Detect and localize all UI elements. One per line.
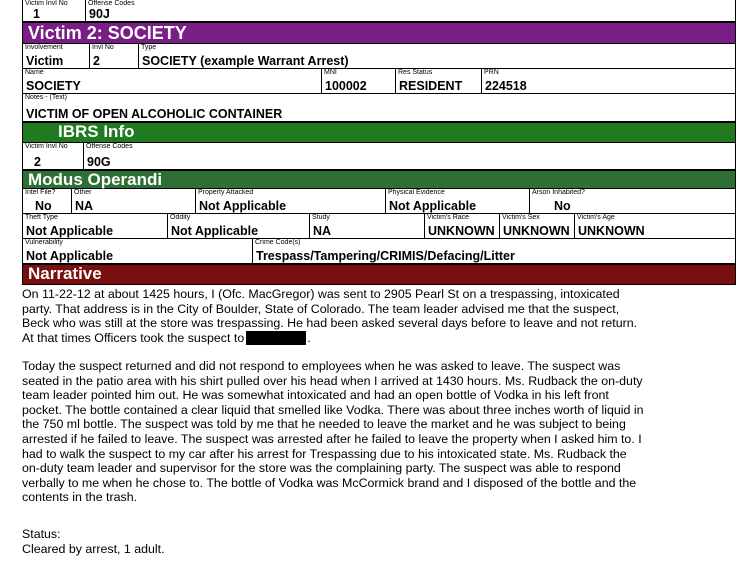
field-label: Victim's Race — [427, 214, 470, 221]
name-field — [22, 69, 321, 94]
field-value: 1 — [33, 7, 40, 21]
property-attacked-field — [195, 189, 385, 214]
field-value: RESIDENT — [399, 79, 463, 93]
mni-field — [321, 69, 395, 94]
field-label: Victim Invl No — [25, 0, 68, 7]
narrative-section-header: Narrative — [22, 264, 736, 285]
field-label: Study — [312, 214, 330, 221]
field-value: Not Applicable — [199, 199, 287, 213]
field-value: VICTIM OF OPEN ALCOHOLIC CONTAINER — [26, 107, 283, 121]
prn-field — [481, 69, 736, 94]
field-value: UNKNOWN — [578, 224, 645, 238]
field-value: Trespass/Tampering/CRIMIS/Defacing/Litter — [256, 249, 515, 263]
involvement-field — [22, 44, 89, 69]
narrative-paragraph-2: Today the suspect returned and did not respond to employees when he was asked to leave. The suspect was seated in the patio area with his shirt pulled over his head when I arrived at 1430 hours. Ms. Rudback the on-duty team leader pointed him out. He was somewhat intoxicated and had an open bottle of Vodka in his left front pocket. The bottle contained a clear liquid that smelled like Vodka. There was about three inches worth of liquid in the 750 ml bottle. The suspect was told by me that he needed to leave the market and he was subject to being arrested if he failed to leave. The suspect was arrested after he failed to leave the property when I asked him to. I had to walk the suspect to my car after his arrest for Trespassing due to his intoxicated state. Ms. Rudback the on-duty team leader and supervisor for the store was the complaining party. The suspect was able to respond verbally to me when he chose to. The bottle of Vodka was McCormick brand and I disposed of the bottle and the contents in the trash. — [22, 359, 644, 505]
field-label: MNI — [324, 69, 337, 76]
field-value: No — [554, 199, 571, 213]
field-label: PRN — [484, 69, 499, 76]
oddity-field — [167, 214, 309, 239]
field-label: Property Attacked — [198, 189, 254, 196]
field-value: 90J — [89, 7, 110, 21]
vulnerability-field — [22, 239, 252, 264]
top-victim-invl-no — [22, 0, 85, 22]
top-offense-codes — [85, 0, 736, 22]
field-value: NA — [313, 224, 332, 238]
field-label: Victim's Sex — [502, 214, 540, 221]
field-value: Victim — [26, 54, 64, 68]
field-label: Victim's Age — [577, 214, 615, 221]
ibrs-offense-codes — [83, 143, 736, 170]
res-status-field — [395, 69, 481, 94]
field-label: Offense Codes — [88, 0, 135, 7]
crime-codes-field — [252, 239, 736, 264]
field-value: SOCIETY — [26, 79, 81, 93]
field-value: No — [35, 199, 52, 213]
field-value: Not Applicable — [171, 224, 259, 238]
type-field — [138, 44, 378, 69]
physical-evidence-field — [385, 189, 529, 214]
field-label: Intel File? — [25, 189, 56, 196]
field-label: Theft Type — [25, 214, 58, 221]
theft-type-field — [22, 214, 167, 239]
notes-field — [22, 94, 736, 122]
status-label: Status: — [22, 527, 61, 541]
field-label: Oddity — [170, 214, 191, 221]
field-value: 224518 — [485, 79, 527, 93]
narrative-text: On 11-22-12 at about 1425 hours, I (Ofc. MacGregor) was sent to 2905 Pearl St on a trespassing, intoxicated party. That address is in the City of Boulder, State of Colorado. The team leader advised me that the suspect, Beck who was still at the store was trespassing. He had been asked several days before to leave and not return. At that times Officers took the suspect to — [22, 287, 638, 345]
field-value: 100002 — [325, 79, 367, 93]
field-label: Arson Inhabited? — [532, 189, 585, 196]
field-value: UNKNOWN — [503, 224, 570, 238]
narrative-paragraph-1 — [22, 287, 738, 345]
victims-sex-field — [499, 214, 574, 239]
field-label: Involvement — [25, 44, 63, 51]
field-label: Vulnerability — [25, 239, 63, 246]
field-value: Not Applicable — [26, 224, 114, 238]
intel-file-field — [22, 189, 71, 214]
narrative-text-end: . — [307, 330, 311, 345]
field-value: 2 — [93, 54, 100, 68]
field-label: Crime Code(s) — [255, 239, 301, 246]
field-value: UNKNOWN — [428, 224, 495, 238]
field-label: Other — [74, 189, 92, 196]
field-value: 2 — [34, 155, 41, 169]
invl-no-field — [89, 44, 138, 69]
field-value: Not Applicable — [389, 199, 477, 213]
field-label: Invl No — [92, 44, 114, 51]
field-value: 90G — [87, 155, 111, 169]
field-value: NA — [75, 199, 94, 213]
victim2-section-header: Victim 2: SOCIETY — [22, 22, 736, 44]
field-label: Physical Evidence — [388, 189, 445, 196]
ibrs-section-header: IBRS Info — [22, 122, 736, 143]
redaction-block — [246, 331, 306, 345]
mo-section-header: Modus Operandi — [22, 170, 736, 189]
arson-inhabited-field — [529, 189, 736, 214]
field-value: Not Applicable — [26, 249, 114, 263]
field-label: Name — [25, 69, 44, 76]
field-label: Res Status — [398, 69, 433, 76]
other-field — [71, 189, 195, 214]
field-value: SOCIETY (example Warrant Arrest) — [142, 54, 349, 68]
victims-age-field — [574, 214, 736, 239]
field-label: Offense Codes — [86, 143, 133, 150]
field-label: Type — [141, 44, 157, 51]
victims-race-field — [424, 214, 499, 239]
field-label: Victim Invl No — [25, 143, 68, 150]
ibrs-victim-invl-no — [22, 143, 83, 170]
field-label: Notes - (Text) — [25, 94, 68, 101]
status-value: Cleared by arrest, 1 adult. — [22, 542, 165, 556]
study-field — [309, 214, 424, 239]
